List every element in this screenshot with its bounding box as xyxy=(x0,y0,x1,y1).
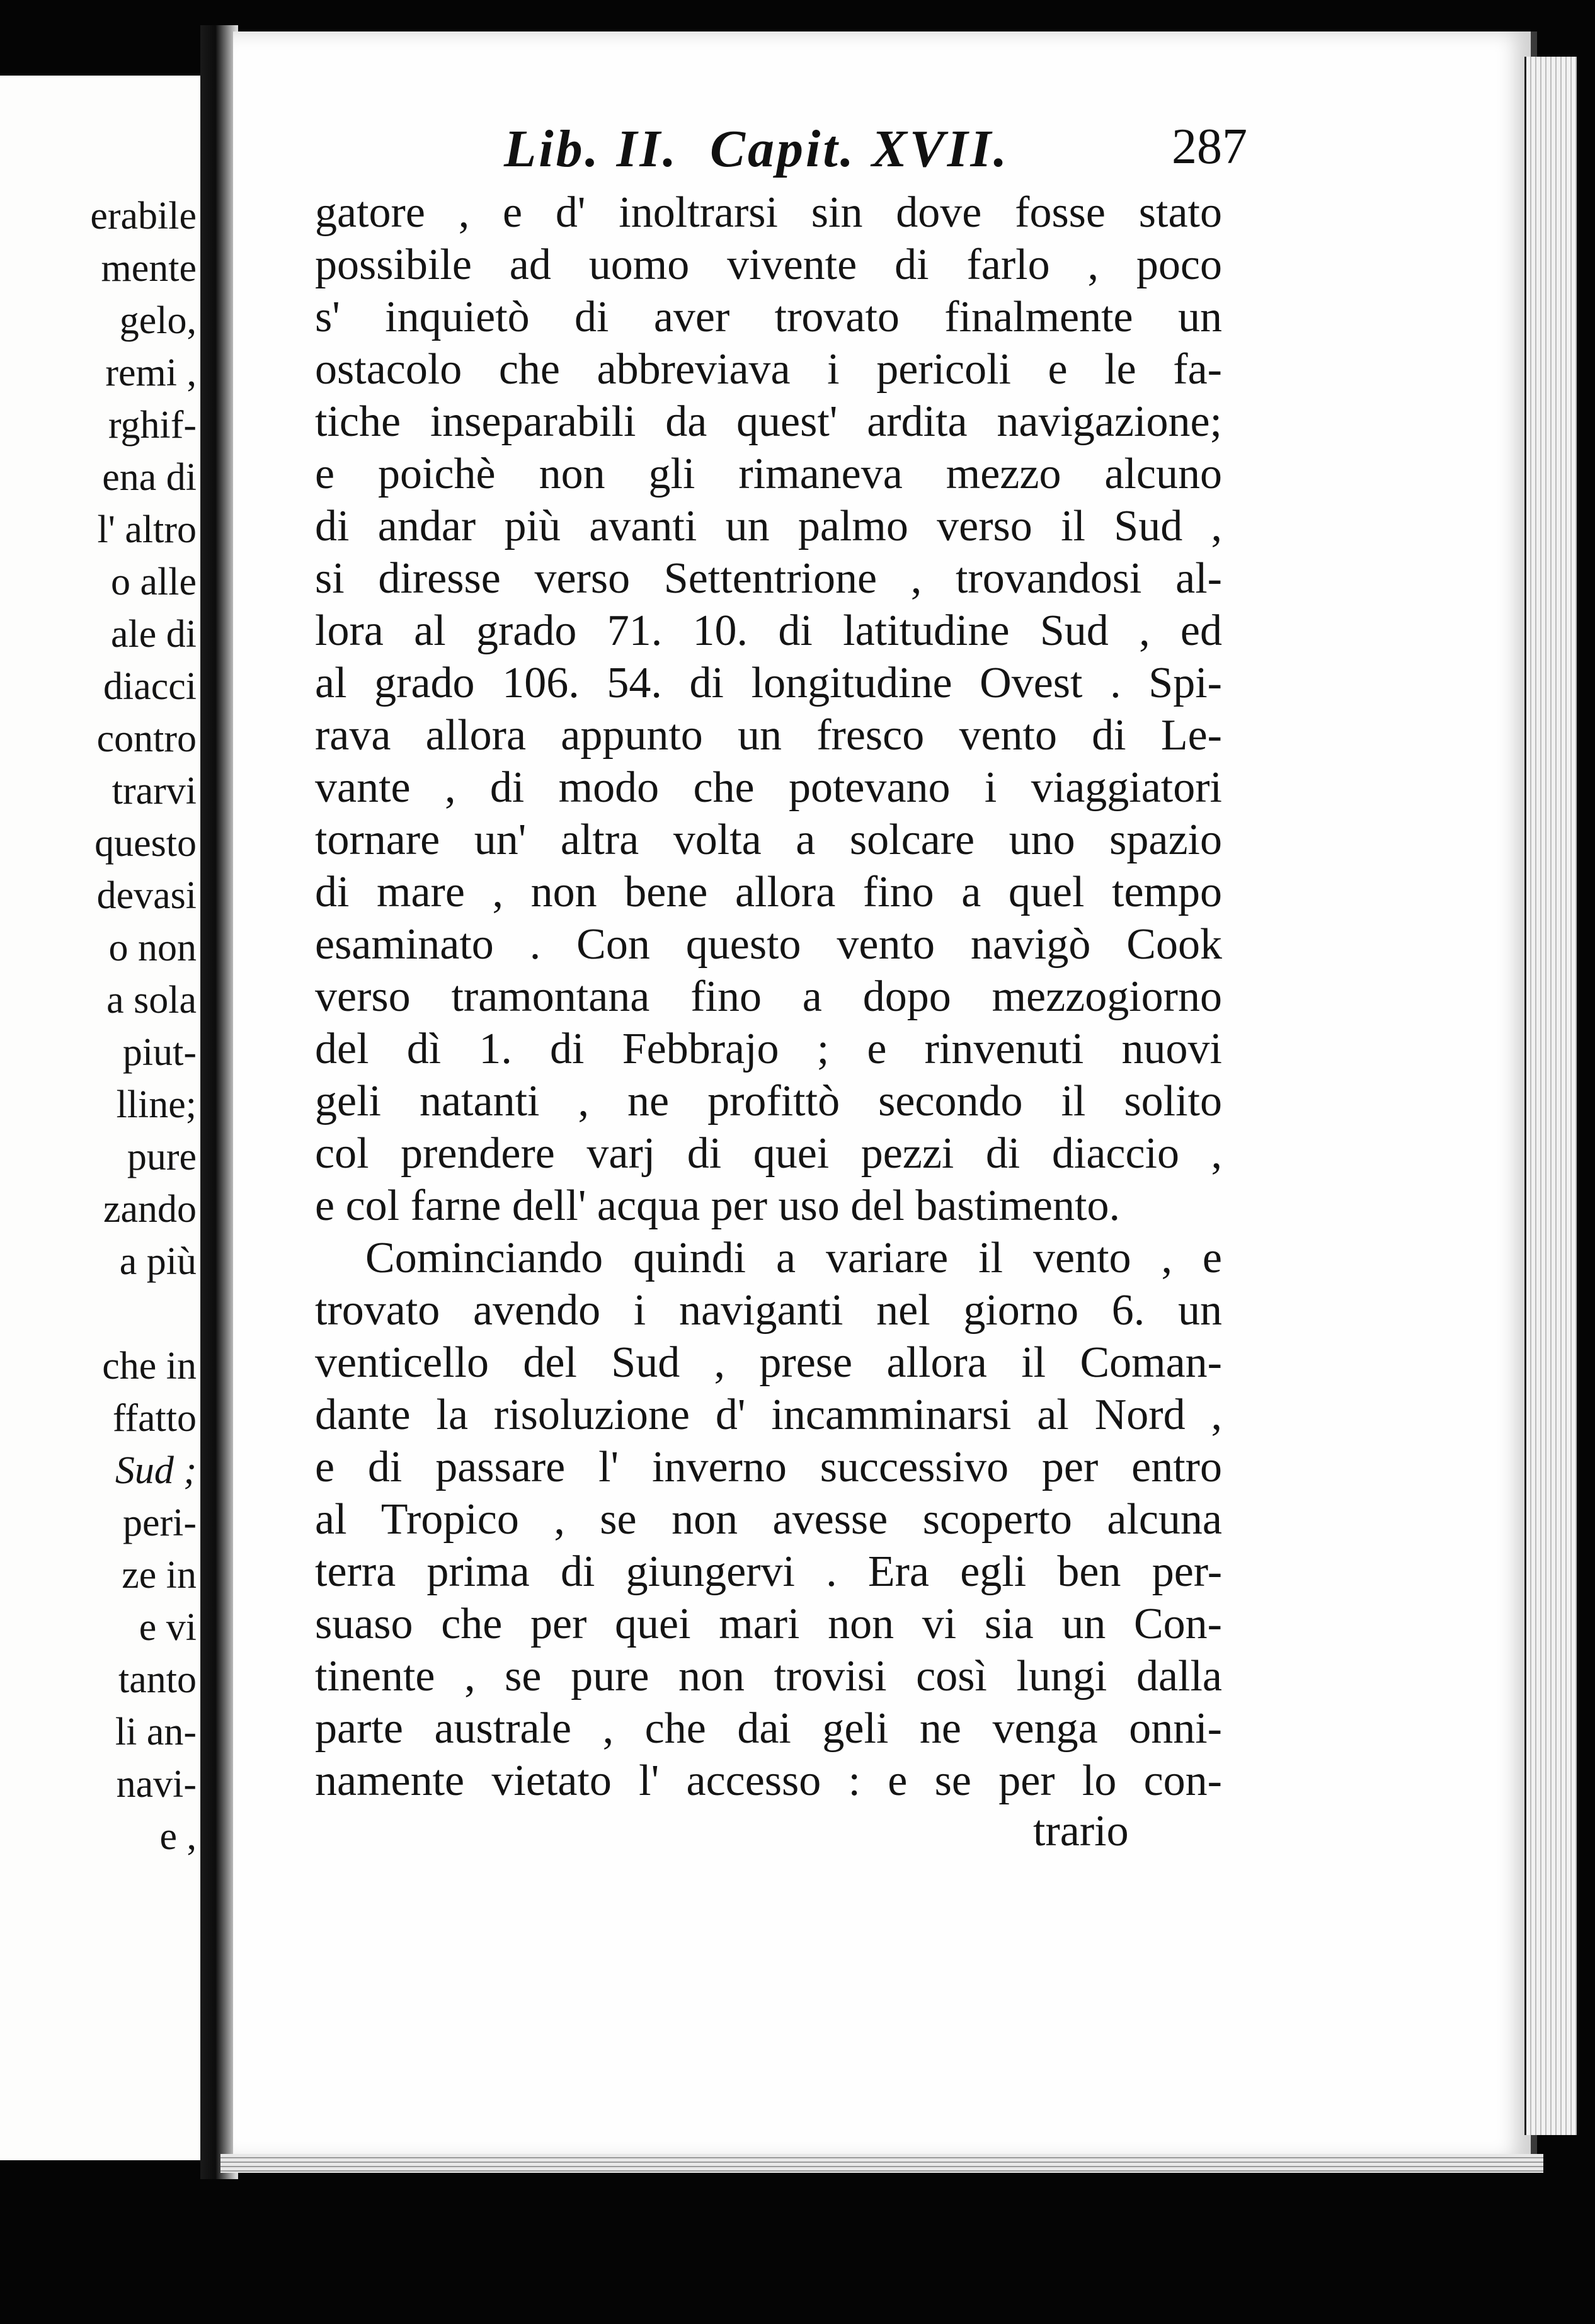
left-line: remi , xyxy=(105,351,197,394)
text-line: si diresse verso Settentrione , trovandosi al- xyxy=(315,554,1222,603)
left-line: l' altro xyxy=(97,508,197,551)
left-line: questo xyxy=(94,822,197,865)
left-line: contro xyxy=(96,717,197,760)
left-line: diacci xyxy=(103,665,197,708)
left-line: trarvi xyxy=(111,770,197,812)
left-line: che in xyxy=(102,1345,197,1387)
left-line: e vi xyxy=(139,1606,197,1649)
text-line: rava allora appunto un fresco vento di Le- xyxy=(315,711,1222,760)
page-header xyxy=(504,118,1247,188)
text-line: vante , di modo che potevano i viaggiatori xyxy=(315,763,1222,812)
text-line: possibile ad uomo vivente di farlo , poco xyxy=(315,241,1222,289)
left-line: o non xyxy=(108,926,197,969)
left-line: devasi xyxy=(96,874,197,917)
text-line: parte australe , che dai geli ne venga onni- xyxy=(315,1704,1222,1753)
text-line: gatore , e d' inoltrarsi sin dove fosse stato xyxy=(315,188,1222,237)
text-line: e di passare l' inverno successivo per entro xyxy=(315,1443,1222,1491)
text-line: di mare , non bene allora fino a quel tempo xyxy=(315,868,1222,916)
text-line: esaminato . Con questo vento navigò Cook xyxy=(315,920,1222,969)
page-number: 287 xyxy=(1172,119,1247,174)
text-line: dante la risoluzione d' incamminarsi al Nord , xyxy=(315,1391,1222,1439)
left-line: o alle xyxy=(111,561,197,603)
text-line: trovato avendo i naviganti nel giorno 6. un xyxy=(315,1286,1222,1335)
text-line: venticello del Sud , prese allora il Coman- xyxy=(315,1338,1222,1387)
text-line: tinente , se pure non trovisi così lungi dalla xyxy=(315,1652,1222,1700)
left-line: ena di xyxy=(102,456,197,499)
text-line: col prendere varj di quei pezzi di diaccio , xyxy=(315,1129,1222,1178)
text-line: verso tramontana fino a dopo mezzogiorno xyxy=(315,972,1222,1021)
catchword: trario xyxy=(1033,1807,1129,1855)
text-line: tiche inseparabili da quest' ardita navigazione; xyxy=(315,397,1222,446)
left-line: ffatto xyxy=(112,1397,197,1440)
text-line: tornare un' altra volta a solcare uno spazio xyxy=(315,816,1222,864)
text-line: geli natanti , ne profittò secondo il solito xyxy=(315,1077,1222,1125)
left-line: erabile xyxy=(90,195,197,237)
left-line: tanto xyxy=(118,1658,197,1701)
text-line: e col farne dell' acqua per uso del bastimento. xyxy=(315,1182,1120,1230)
left-line: li an- xyxy=(115,1711,197,1753)
left-line: gelo, xyxy=(119,299,197,342)
left-line: rghif- xyxy=(108,404,197,447)
left-line: e , xyxy=(159,1815,197,1858)
page-edge-stack xyxy=(1524,57,1577,2135)
previous-page-fragment xyxy=(0,76,204,2160)
text-line: suaso che per quei mari non vi sia un Con- xyxy=(315,1600,1222,1648)
book-gutter xyxy=(200,25,238,2179)
left-line: ze in xyxy=(122,1554,197,1597)
left-line: lline; xyxy=(116,1083,197,1126)
text-line: del dì 1. di Febbrajo ; e rinvenuti nuovi xyxy=(315,1025,1222,1073)
body-text xyxy=(315,186,1222,1807)
text-line: Cominciando quindi a variare il vento , e xyxy=(365,1234,1222,1282)
text-line: s' inquietò di aver trovato finalmente un xyxy=(315,293,1222,341)
text-line: ostacolo che abbreviava i pericoli e le fa- xyxy=(315,345,1222,394)
text-line: e poichè non gli rimaneva mezzo alcuno xyxy=(315,450,1222,498)
running-head: Lib. II. Capit. XVII. xyxy=(504,120,1010,178)
left-line: peri- xyxy=(122,1501,197,1544)
text-line: al grado 106. 54. di longitudine Ovest . Spi- xyxy=(315,659,1222,707)
left-line: ale di xyxy=(111,613,197,656)
left-line: Sud ; xyxy=(115,1449,197,1492)
left-line: piut- xyxy=(122,1031,197,1074)
left-line: a sola xyxy=(106,979,197,1022)
left-line: a più xyxy=(119,1240,197,1283)
left-line: pure xyxy=(127,1136,197,1178)
text-line: lora al grado 71. 10. di latitudine Sud , ed xyxy=(315,607,1222,655)
left-line: mente xyxy=(101,247,197,290)
text-line: terra prima di giungervi . Era egli ben per- xyxy=(315,1547,1222,1596)
left-line: navi- xyxy=(116,1763,197,1806)
left-line: zando xyxy=(103,1188,197,1231)
text-line: di andar più avanti un palmo verso il Sud , xyxy=(315,502,1222,550)
text-line: namente vietato l' accesso : e se per lo con- xyxy=(315,1757,1222,1805)
page-bottom-edge xyxy=(220,2154,1543,2173)
text-line: al Tropico , se non avesse scoperto alcuna xyxy=(315,1495,1222,1544)
